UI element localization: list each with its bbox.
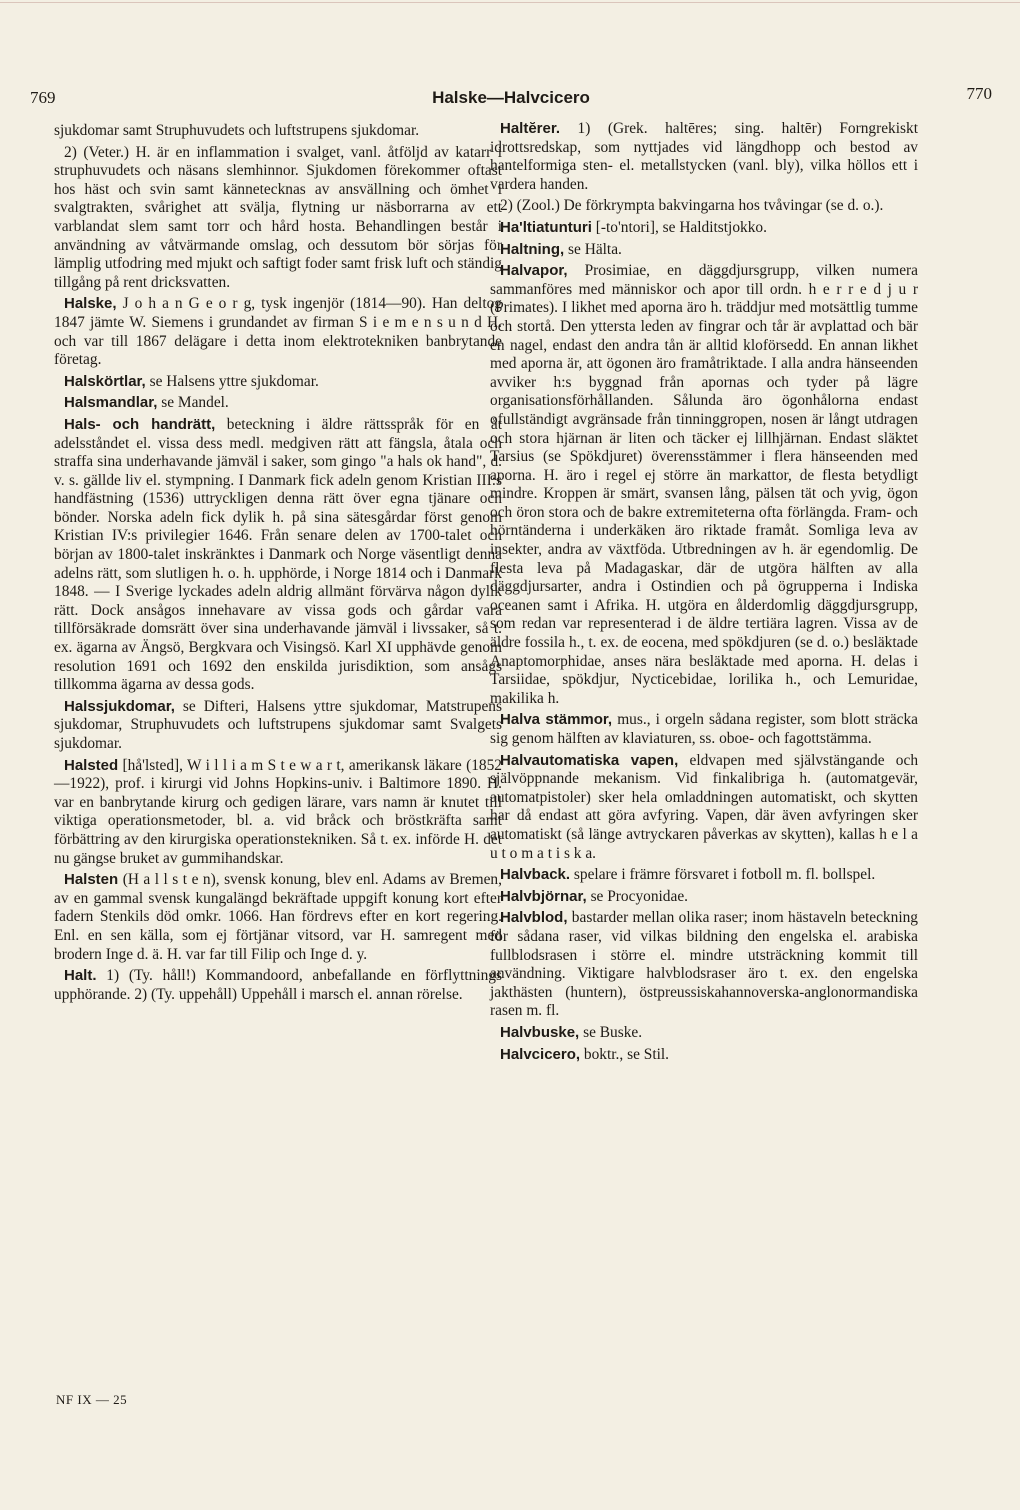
entry-text: mus., i orgeln sådana register, som blott sträcka sig genom hälften av klaviaturen, ss. oboe- och fagottstämma. (490, 711, 919, 747)
entry-text: eldvapen med självstängande och självöppnande mekanism. Vid finkalibriga h. (automatgevär, automatpistoler) sker hela omladdningen automatiskt, och skytten har då endast att göra avfyring. Vapen, där även avfyringen sker automatiskt (så länge avtryckaren påverkas av skytten), kallas h e l a u t o m a t i s k a. (490, 751, 919, 862)
entry-headword: Halvblod, (500, 909, 568, 927)
entry-text: [-to'ntori], se Halditstjokko. (595, 218, 767, 236)
entry-text: 1) (Grek. haltēres; sing. haltēr) Forngrekiskt idrottsredskap, som nyttjades vid längdhopp och bestod av hantelformiga sten- el. metallstycken (vanl. bly), vilka höllos ett i vardera handen. (490, 120, 918, 193)
entry-headword: Halvcicero, (500, 1045, 581, 1063)
dictionary-entry (490, 219, 918, 238)
entry-text: (H a l l s t e n), svensk konung, blev enl. Adams av Bremen, av en gammal svensk kungalängd bekräftade uppgift konung kort efter fadern Stenkils död omkr. 1066. Han fördrevs efter en kort regering. Enl. en sen källa, som ej förtjänar vitsord, var H. samregent med brodern Inge d. ä. H. var far till Filip och Inge d. y. (54, 871, 502, 963)
right-column (490, 120, 918, 1067)
dictionary-entry (490, 241, 918, 260)
entry-text: se Difteri, Halsens yttre sjukdomar, Matstrupens sjukdomar, Struphuvudets och luftstrupens sjukdomar samt Svalgets sjukdomar. (54, 697, 502, 752)
entry-headword: Halsten (64, 871, 119, 889)
entry-text: se Buske. (583, 1023, 643, 1041)
entry-headword: Halva stämmor, (500, 711, 613, 729)
entry-text: 2) (Veter.) H. är en inflammation i svalget, vanl. åtföljd av katarr i struphuvudets och näsans slemhinnor. Sjukdomen förekommer oftast hos häst och svin samt kännetecknas av ansvällning och ömhet i svalgtrakten, svårighet att svälja, flytning ur näsborrarna av ett varblandat slem samt torr och hård hosta. Behandlingen består i användning av våtvärmande omslag, och dessutom bör sörjas för lämplig utfodring med mjukt och saftigt foder samt frisk luft och ständig tillgång på rent dricksvatten. (54, 143, 502, 291)
dictionary-entry (490, 866, 918, 885)
dictionary-entry (490, 1046, 918, 1065)
entry-headword: Haltning, (500, 240, 565, 258)
dictionary-entry (490, 888, 918, 907)
dictionary-entry (490, 909, 918, 1021)
dictionary-entry (54, 394, 502, 413)
entry-text: J o h a n G e o r g, tysk ingenjör (1814—90). Han deltog 1847 jämte W. Siemens i grundandet av firman S i e m e n s u n d H. och var till 1867 delägare i detta inom elektrotekniken banbrytande företag. (54, 295, 502, 369)
entry-headword: Halske, (64, 295, 117, 313)
dictionary-entry (490, 711, 918, 748)
entry-text: [hå'lsted], W i l l i a m S t e w a r t, amerikansk läkare (1852—1922), prof. i kirurgi vid Johns Hopkins-univ. i Baltimore 1890. H. var en banbrytande kirurg och gedigen lärare, vars namn är knutet till viktiga operationsmetoder, bl. a. vid bråck och bröstkräfta samt förbättring av den kirurgiska operationstekniken. Så t. ex. införde H. det nu gängse bruket av gummihandskar. (54, 756, 502, 867)
entry-text: Prosimiae, en däggdjursgrupp, vilken numera sammanföres med människor och apor till ordn. h e r r e d j u r (Primates). I likhet med aporna äro h. träddjur med motsättlig tumme och stortå. Den yttersta leden av fingrar och tår är avplattad och bär en nagel, endast den andra tån är alltid kloförsedd. En annan likhet med aporna är, att ögonen äro framåtriktade. I alla andra hänseenden avviker h:s byggnad från apornas och tyder på lägre organisationsförhållanden. Sålunda äro ögonhålorna endast ofullständigt avgränsade från tinninggropen, nosen är långt utdragen och stora hjärnan är liten och täcker ej lillhjärnan. Endast släktet Tarsius (se Spökdjuret) överensstämmer i flera hänseenden med aporna. H. äro i regel ej större än markattor, de flesta betydligt mindre. Kroppen är smärt, svansen lång, pälsen tät och yvig, ögon och öron stora och de bakre extremiteterna ofta förlängda. Fram- och hörntänderna i underkäken äro riktade framåt. Somliga leva av insekter, andra av växtföda. Utbredningen av h. är egendomlig. De flesta leva på Madagaskar, där de utgöra hälften av alla däggdjursarter, andra i Ostindien och på ögrupperna i Indiska oceanen samt i Afrika. H. utgöra en ålderdomlig däggdjursgrupp, som redan var representerad i de äldre tertiära lagren. Vissa av de äldre fossila h., t. ex. de eocena, med spökdjuren (se d. o.) besläktade Anaptomorphidae, anses nära besläktade med aporna. H. delas i Tarsiidae, spökdjur, Nycticebidae, lorilika h., och Lemuridae, makilika h. (490, 262, 918, 707)
page-header (30, 84, 992, 116)
left-column (54, 122, 502, 1007)
dictionary-entry (490, 1024, 918, 1043)
page-number-left: 769 (30, 88, 56, 107)
entry-text: se Mandel. (161, 394, 229, 412)
dictionary-entry (54, 295, 502, 369)
dictionary-entry (490, 262, 918, 708)
entry-headword: Halsmandlar, (64, 394, 158, 412)
running-head: Halske—Halvcicero (432, 88, 590, 107)
dictionary-entry (54, 122, 502, 141)
entry-text: 2) (Zool.) De förkrympta bakvingarna hos tvåvingar (se d. o.). (500, 197, 884, 215)
page-top-edge (0, 2, 1020, 3)
entry-headword: Halvbjörnar, (500, 887, 587, 905)
entry-headword: Halssjukdomar, (64, 697, 175, 715)
entry-text: beteckning i äldre rättsspråk för en åt adelsståndet el. vissa dess medl. medgiven rätt att fängsla, åtala och straffa sina underhavande jämväl i saker, som gingo "a hals ok hand", d. v. s. gällde liv el. stympning. I Danmark fick adeln genom Kristian III:s handfästning (1536) uttryckligen denna rätt över egna tjänare och bönder. Norska adeln fick dylik h. på sina sätesgårdar först genom Kristian IV:s privilegier 1646. Från senare delen av 1700-talet och början av 1800-talet inskränktes i Danmark och Norge väsentligt denna adelns rätt, som slutligen h. o. h. upphörde, i Norge 1814 och i Danmark 1848. — I Sverige lyckades adeln aldrig allmänt förvärva någon dylik rätt. Dock ansågos innehavare av vissa gods och gårdar vara tillförsäkrade domsrätt över sina underhavande jämväl i livssaker, så t. ex. ägarna av Ängsö, Bergkvara och Visingsö. Karl XI upphävde genom resolution 1691 och 1692 den enskilda jurisdiktion, som ansågs tillkomma ägarna av dessa gods. (54, 415, 502, 694)
entry-text: se Halsens yttre sjukdomar. (149, 372, 319, 390)
entry-headword: Halvautomatiska vapen, (500, 751, 679, 769)
entry-headword: Halvback. (500, 866, 571, 884)
entry-text: se Procyonidae. (590, 887, 689, 905)
entry-text: 1) (Ty. håll!) Kommandoord, anbefallande en förflyttnings upphörande. 2) (Ty. uppehåll) Uppehåll i marsch el. annan rörelse. (54, 967, 502, 1003)
entry-headword: Halskörtlar, (64, 372, 146, 390)
entry-text: spelare i främre försvaret i fotboll m. fl. bollspel. (573, 866, 876, 884)
entry-text: boktr., se Stil. (583, 1045, 669, 1063)
dictionary-entry (490, 752, 918, 864)
dictionary-entry (490, 120, 918, 194)
entry-text: sjukdomar samt Struphuvudets och luftstrupens sjukdomar. (54, 122, 420, 139)
dictionary-entry (54, 757, 502, 869)
printer-signature: NF IX — 25 (56, 1392, 128, 1407)
entry-headword: Halt. (64, 967, 97, 985)
entry-headword: Halvbuske, (500, 1023, 580, 1041)
page-number-right: 770 (966, 84, 992, 103)
dictionary-entry (54, 967, 502, 1004)
entry-text: bastarder mellan olika raser; inom hästaveln beteckning för sådana raser, vid vilkas bildning den engelska el. arabiska fullblodsrasen i större el. mindre utsträckning kommit till användning. Viktigare halvblodsraser äro t. ex. den engelska jakthästen (huntern), östpreussiskahannoverska-anglonormandiska rasen m. fl. (490, 909, 918, 1020)
entry-headword: Hals- och handrätt, (64, 415, 216, 433)
dictionary-entry (54, 144, 502, 293)
dictionary-entry (490, 197, 918, 216)
entry-headword: Ha'ltiatunturi (500, 218, 592, 236)
entry-headword: Halvapor, (500, 262, 568, 280)
entry-text: se Hälta. (568, 240, 622, 258)
dictionary-entry (54, 698, 502, 754)
entry-headword: Haltĕrer. (500, 120, 561, 137)
dictionary-entry (54, 373, 502, 392)
dictionary-entry (54, 416, 502, 695)
entry-headword: Halsted (64, 756, 119, 774)
dictionary-entry (54, 871, 502, 964)
